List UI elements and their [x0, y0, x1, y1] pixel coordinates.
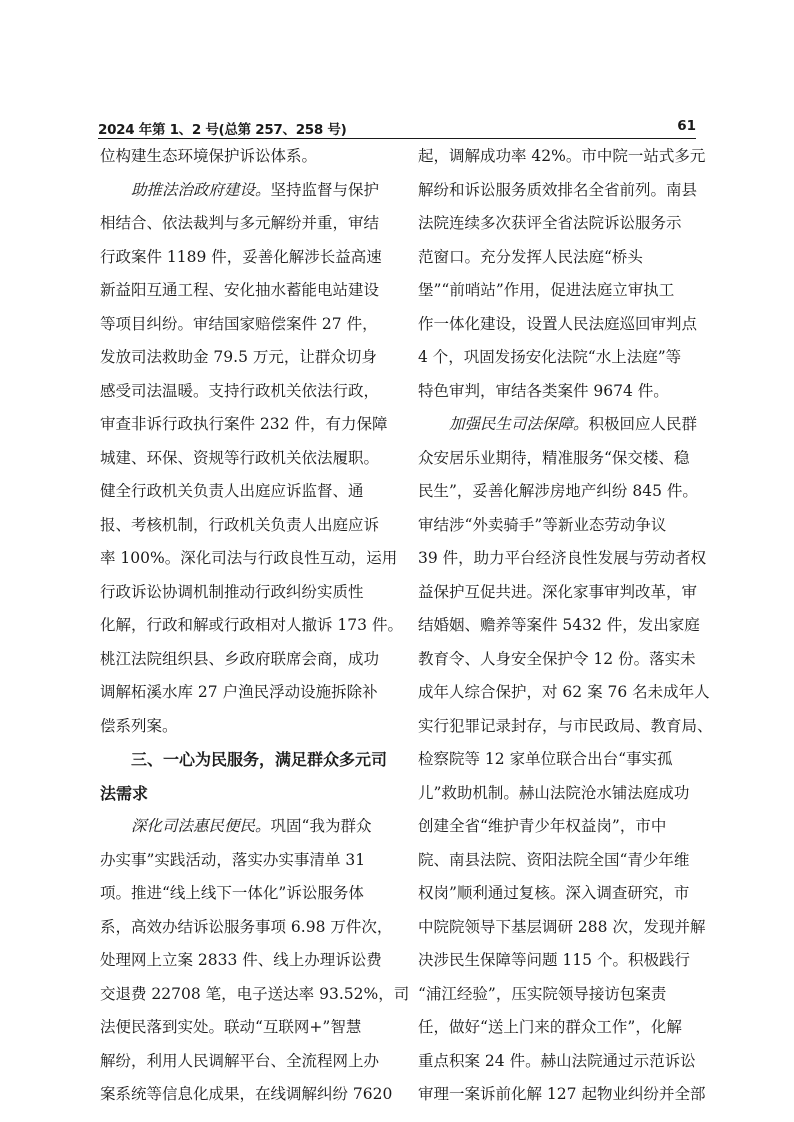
- text-line: 教育令、人身安全保护令 12 份。落实未: [418, 649, 696, 668]
- left-column: [100, 140, 410, 1112]
- text-line: 发放司法救助金 79.5 万元，让群众切身: [100, 348, 377, 366]
- text-line: 等项目纠纷。审结国家赔偿案件 27 件，: [100, 314, 378, 333]
- text-line: 中院院领导下基层调研 288 次，发现并解: [418, 917, 706, 936]
- text-line: 行政案件 1189 件，妥善化解涉长益高速: [100, 247, 382, 266]
- text-line: 处理网上立案 2833 件、线上办理诉讼费: [100, 951, 382, 969]
- text-line: 任，做好“送上门来的群众工作”，化解: [418, 1018, 682, 1036]
- text-line: 39 件，助力平台经济良性发展与劳动者权: [418, 549, 707, 567]
- paragraph-lead: 助推法治政府建设。: [131, 180, 271, 199]
- paragraph-start: [100, 810, 372, 844]
- text-line: 感受司法温暖。支持行政机关依法行政，: [100, 381, 380, 400]
- section-heading-text: 三、一心为民服务，满足群众多元司: [131, 750, 388, 769]
- header-rule: [98, 138, 696, 139]
- text-line: 益保护互促共进。深化家事审判改革，审: [418, 582, 698, 601]
- text-line: 解纷，利用人民调解平台、全流程网上办: [100, 1051, 380, 1070]
- text-line: 化解，行政和解或行政相对人撤诉 173 件。: [100, 616, 403, 634]
- paragraph-start: [100, 174, 380, 208]
- text-line: 民生”，妥善化解涉房地产纠纷 845 件。: [418, 482, 698, 500]
- text-line: 院、南县法院、资阳法院全国“青少年维: [418, 850, 690, 869]
- text-run: 巩固“我为群众: [270, 817, 372, 835]
- issue-label: 2024 年第 1、2 号(总第 257、258 号): [98, 122, 347, 138]
- text-line: 交退费 22708 笔，电子送达率 93.52%，司: [100, 984, 410, 1003]
- text-line: 决涉民生保障等问题 115 个。积极践行: [418, 951, 690, 969]
- text-line: 审结涉“外卖骑手”等新业态劳动争议: [418, 515, 667, 534]
- text-line: 法院连续多次获评全省法院诉讼服务示: [418, 214, 682, 232]
- page-number: 61: [677, 118, 696, 134]
- text-line: 健全行政机关负责人出庭应诉监督、通: [100, 482, 364, 500]
- paragraph-lead: 深化司法惠民便民。: [131, 817, 271, 835]
- right-column: [418, 140, 713, 1112]
- text-line: 城建、环保、资规等行政机关依法履职。: [100, 448, 380, 467]
- text-line: 特色审判，审结各类案件 9674 件。: [418, 381, 669, 400]
- text-line: 重点积案 24 件。赫山法院通过示范诉讼: [418, 1051, 696, 1070]
- text-line: 报、考核机制，行政机关负责人出庭应诉: [100, 515, 380, 534]
- text-line: 权岗”顺利通过复核。深入调查研究，市: [418, 884, 690, 902]
- text-line: 审查非诉行政执行案件 232 件，有力保障: [100, 415, 388, 433]
- text-line: 检察院等 12 家单位联合出台“事实孤: [418, 750, 673, 768]
- text-line: 偿系列案。: [100, 716, 178, 735]
- running-header: [98, 118, 696, 136]
- text-line: 起，调解成功率 42%。市中院一站式多元: [418, 147, 706, 165]
- text-line: 实行犯罪记录封存，与市民政局、教育局、: [418, 716, 713, 735]
- text-line: 范窗口。充分发挥人民法庭“桥头: [418, 247, 643, 266]
- text-line: 行政诉讼协调机制推动行政纠纷实质性: [100, 582, 364, 601]
- paragraph-lead: 加强民生司法保障。: [449, 415, 589, 433]
- paragraph-start: [418, 408, 698, 442]
- text-line: 位构建生态环境保护诉讼体系。: [100, 147, 318, 165]
- text-line: 作一体化建设，设置人民法庭巡回审判点: [418, 314, 698, 333]
- text-line: 案系统等信息化成果，在线调解纠纷 7620: [100, 1085, 393, 1103]
- text-line: 项。推进“线上线下一体化”诉讼服务体: [100, 884, 364, 902]
- text-run: 积极回应人民群: [588, 415, 698, 433]
- text-run: 坚持监督与保护: [270, 180, 380, 199]
- text-line: 率 100%。深化司法与行政良性互动，运用: [100, 549, 398, 567]
- text-line: 法便民落到实处。联动“互联网+”智慧: [100, 1018, 362, 1036]
- section-heading-cont: 法需求: [100, 783, 149, 803]
- text-line: 新益阳互通工程、安化抽水蓄能电站建设: [100, 281, 380, 299]
- text-line: 审理一案诉前化解 127 起物业纠纷并全部: [418, 1085, 706, 1103]
- text-line: 办实事”实践活动，落实办实事清单 31: [100, 850, 366, 869]
- text-line: 儿”救助机制。赫山法院沧水铺法庭成功: [418, 783, 690, 802]
- text-line: 结婚姻、赡养等案件 5432 件，发出家庭: [418, 616, 700, 634]
- text-line: 创建全省“维护青少年权益岗”，市中: [418, 817, 667, 835]
- text-line: 桃江法院组织县、乡政府联席会商，成功: [100, 649, 380, 668]
- text-line: 堡”“前哨站”作用，促进法庭立审执工: [418, 281, 675, 299]
- section-heading: [100, 743, 388, 777]
- text-line: 解纷和诉讼服务质效排名全省前列。南县: [418, 180, 698, 199]
- text-line: 成年人综合保护，对 62 案 76 名未成年人: [418, 683, 710, 701]
- text-line: “浦江经验”，压实院领导接访包案责: [418, 984, 667, 1003]
- text-line: 众安居乐业期待，精准服务“保交楼、稳: [418, 448, 690, 467]
- text-line: 系，高效办结诉讼服务事项 6.98 万件次，: [100, 917, 393, 936]
- text-line: 调解柘溪水库 27 户渔民浮动设施拆除补: [100, 683, 378, 701]
- text-line: 4 个，巩固发扬安化法院“水上法庭”等: [418, 348, 682, 366]
- text-line: 相结合、依法裁判与多元解纷并重，审结: [100, 214, 380, 232]
